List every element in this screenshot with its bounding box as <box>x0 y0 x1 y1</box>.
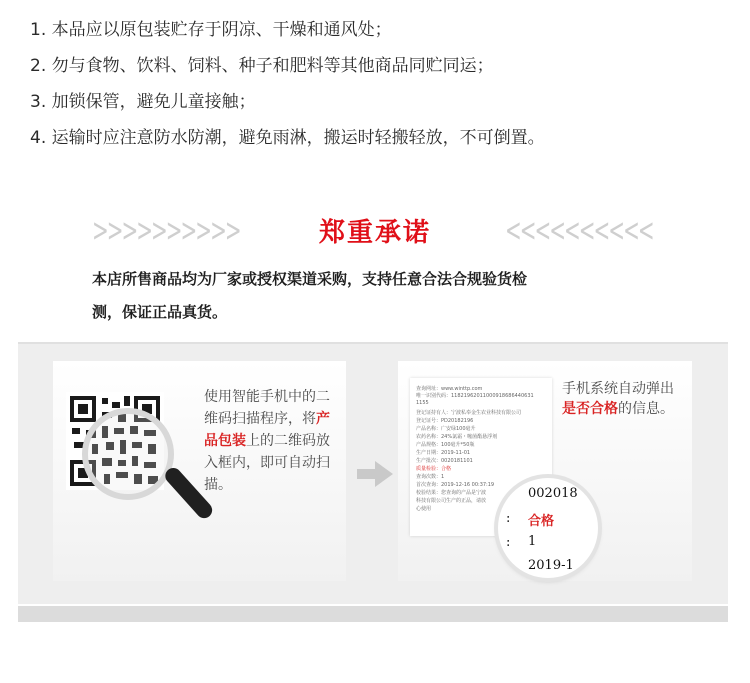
magnifying-glass-icon <box>82 408 174 500</box>
pledge-text <box>92 263 652 329</box>
scan-text-after: 上的二维码放入框内，即可自动扫描。 <box>204 433 330 493</box>
magnified-date: 2019-1 <box>528 558 574 573</box>
scan-instructions <box>204 386 339 496</box>
doc-row: 产品规格：100毫升*50瓶 <box>416 442 475 448</box>
chevron-decoration-icon: <<<<<<<<<< <box>505 210 653 250</box>
note-item: 3. 加锁保管，避免儿童接触； <box>30 92 256 112</box>
phone-text-highlight: 是否合格 <box>562 401 618 417</box>
doc-row: 首次查询：2019-12-16 00:37:19 <box>416 482 495 488</box>
doc-row: 质量检验：合格 <box>416 466 452 472</box>
magnified-detail <box>498 478 598 578</box>
pledge-heading <box>0 210 750 254</box>
magnified-colon: : <box>506 535 511 550</box>
note-item: 4. 运输时应注意防水防潮，避免雨淋，搬运时轻搬轻放，不可倒置。 <box>30 128 545 148</box>
note-item: 2. 勿与食物、饮料、饲料、种子和肥料等其他商品同贮同运； <box>30 56 494 76</box>
magnified-batch: 002018 <box>528 486 578 501</box>
scan-text-highlight: 产品包装 <box>204 411 330 449</box>
arrow-right-icon <box>357 461 393 487</box>
magnified-pass: 合格 <box>528 514 555 529</box>
bottom-bar <box>18 606 728 622</box>
magnified-colon: : <box>506 511 511 526</box>
scan-text-before: 使用智能手机中的二维码扫描程序，将 <box>204 389 330 427</box>
doc-row: 生产日期：2019-11-01 <box>416 450 471 456</box>
doc-row: 登记证号：PD20182196 <box>416 418 474 424</box>
magnified-count: 1 <box>528 534 537 549</box>
doc-row: 生产批次：0020181101 <box>416 458 473 464</box>
doc-row: 心使用 <box>416 506 432 512</box>
doc-row: 1155 <box>416 400 429 406</box>
phone-text-after: 的信息。 <box>618 401 674 417</box>
result-description <box>562 379 692 419</box>
doc-row: 查询网址：www.winttp.com <box>416 386 483 392</box>
doc-row: 校验结果：您查询的产品是宁波 <box>416 490 487 496</box>
pledge-title: 郑重承诺 <box>318 218 431 248</box>
chevron-decoration-icon: >>>>>>>>>> <box>92 210 240 250</box>
storage-notes <box>30 12 730 156</box>
doc-row: 科技有限公司生产的正品，请放 <box>416 498 487 504</box>
doc-row: 农药名称：24%氯霜・噻菌酯悬浮剂 <box>416 434 498 440</box>
doc-row: 查询次数：1 <box>416 474 445 480</box>
note-item: 1. 本品应以原包装贮存于阴凉、干燥和通风处； <box>30 20 392 40</box>
pledge-line: 测，保证正品真货。 <box>92 303 228 321</box>
doc-row: 登记证持有人：宁波私奉金生农业科技有限公司 <box>416 410 522 416</box>
phone-text-before: 手机系统自动弹出 <box>562 381 674 397</box>
doc-row: 产品名称：广安绿100毫升 <box>416 426 476 432</box>
pledge-line: 本店所售商品均为厂家或授权渠道采购，支持任意合法合规验货检 <box>92 270 528 288</box>
doc-row: 唯一识别代码：11821962011000918686440631 <box>416 393 534 399</box>
